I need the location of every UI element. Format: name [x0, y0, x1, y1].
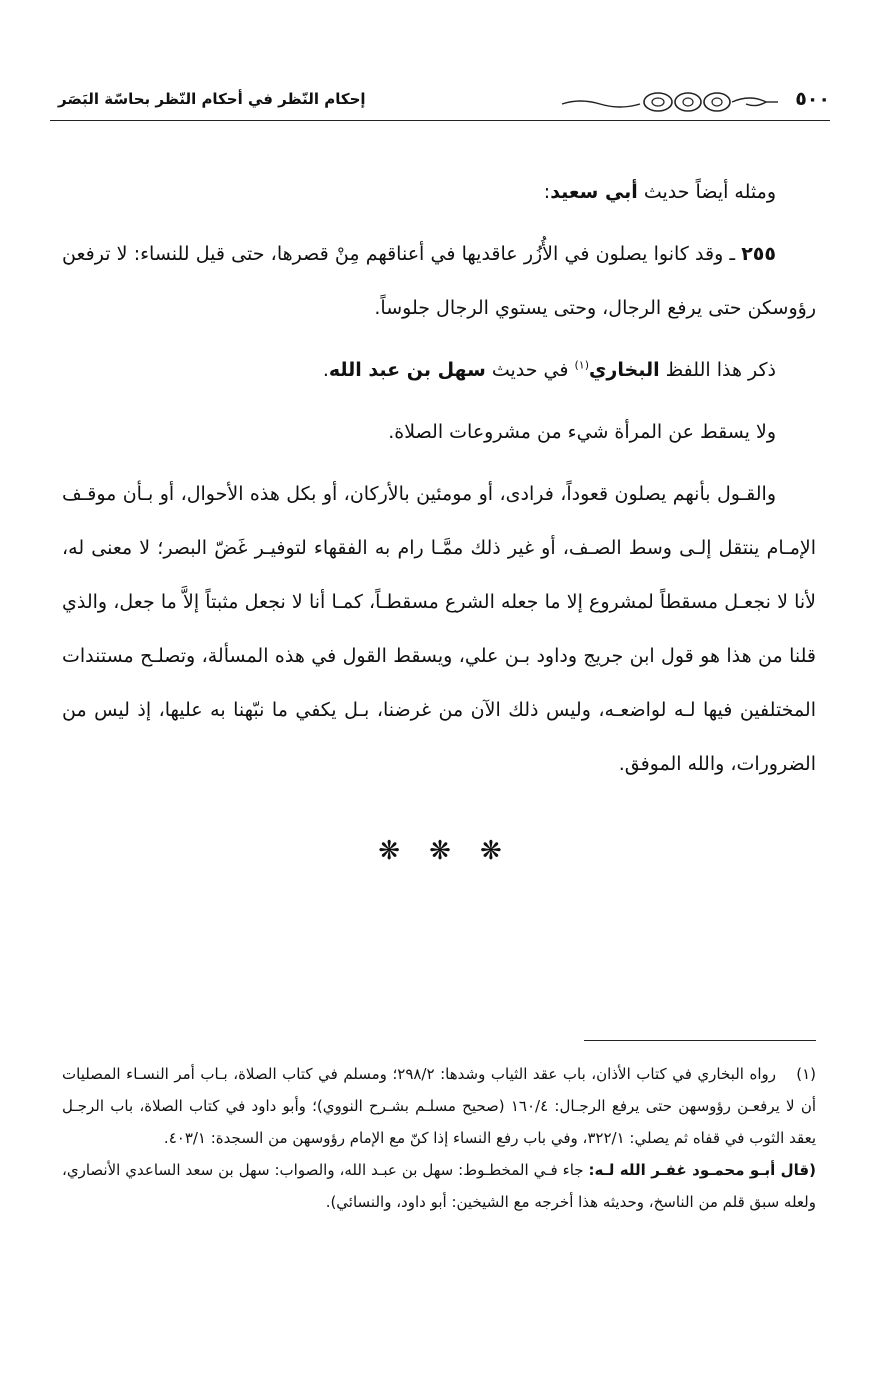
- hadith-number: ٢٥٥: [741, 243, 776, 265]
- bukhari-name: البخاري: [589, 359, 660, 381]
- ornament-flourish-icon: [560, 88, 780, 114]
- header-rule: [50, 120, 830, 121]
- footnote-comment: [62, 1154, 816, 1218]
- footnote-marker: (١): [796, 1065, 817, 1083]
- running-title: إحكام النّظر في أحكام النّظر بحاسّة البَصَر: [58, 90, 366, 108]
- hadith-paragraph: [62, 227, 816, 335]
- comment-text: جاء فـي المخطـوط: سهل بن عبـد الله، والصواب: سهل بن سعد الساعدي الأنصاري، ولعله سبق قلم من الناسخ، وحديثه هذا أخرجه مع الشيخين: أبو داود، والنسائي).: [62, 1161, 816, 1211]
- page-header: [50, 80, 830, 124]
- paragraph-discussion: والقـول بأنهم يصلون قعوداً، فرادى، أو مومئين بالأركان، أو بكل هذه الأحوال، أو بـأن موقـف الإمـام ينتقل إلـى وسط الصـف، أو غير ذلك ممَّـا رام به الفقهاء لتوفيـر غَضّ البصر؛ لا معنى له، لأنا لا نجعـل مسقطاً لمشروع إلا ما جعله الشرع مسقطـاً، كمـا أنا لا نجعل مثبتاً إلاَّ ما جعل، والذي قلنا من هذا هو قول ابن جريج وداود بـن علي، ويسقط القول في هذه المسألة، وتصلـح مستندات المختلفين فيها لـه لواضعـه، وليس ذلك الآن من غرضنا، بـل يكفي ما نبّهنا به عليها، إذ ليس من الضرورات، والله الموفق.: [62, 483, 816, 775]
- intro-paragraph: ومثله أيضاً حديث أبي سعيد:: [543, 181, 776, 203]
- source-paragraph: ذكر هذا اللفظ البخاري$^{(١)}$ في حديث سهل بن عبد الله.: [322, 358, 776, 381]
- footnote-rule: [584, 1040, 816, 1041]
- companion-name: سهل بن عبد الله: [328, 359, 486, 381]
- hadith-text: ـ وقد كانوا يصلون في الأُزُر عاقديها في أعناقهم مِنْ قصرها، حتى قيل للنساء: لا ترفعن رؤوسكن حتى يرفع الرجال، وحتى يستوي الرجال جلوساً.: [62, 243, 816, 319]
- footnote-text: رواه البخاري في كتاب الأذان، باب عقد الثياب وشدها: ٢٩٨/٢؛ ومسلم في كتاب الصلاة، بـاب أمر النسـاء المصليات أن لا يرفعـن رؤوسهن حتى يرفع الرجـال: ١٦٠/٤ (صحيح مسلـم بشـرح النووي)؛ وأبو داود في كتاب الصلاة، باب الرجـل يعقد الثوب في قفاه ثم يصلي: ٣٢٢/١، وفي باب رفع النساء إذا كنّ مع الإمام رؤوسهن من السجدة: ٤٠٣/١.: [62, 1065, 817, 1147]
- footnote-reference: (١): [574, 358, 590, 372]
- comment-label: (قال أبـو محمـود غفـر الله لـه:: [588, 1161, 816, 1179]
- section-separator: ❋ ❋ ❋: [378, 836, 512, 866]
- narrator-name: أبي سعيد: [550, 181, 638, 203]
- footnote-1: [62, 1058, 816, 1154]
- page-number: ٥٠٠: [795, 88, 830, 110]
- footnotes: [62, 1058, 816, 1218]
- main-text: [62, 165, 816, 799]
- paragraph-women-obligations: ولا يسقط عن المرأة شيء من مشروعات الصلاة.: [388, 421, 776, 443]
